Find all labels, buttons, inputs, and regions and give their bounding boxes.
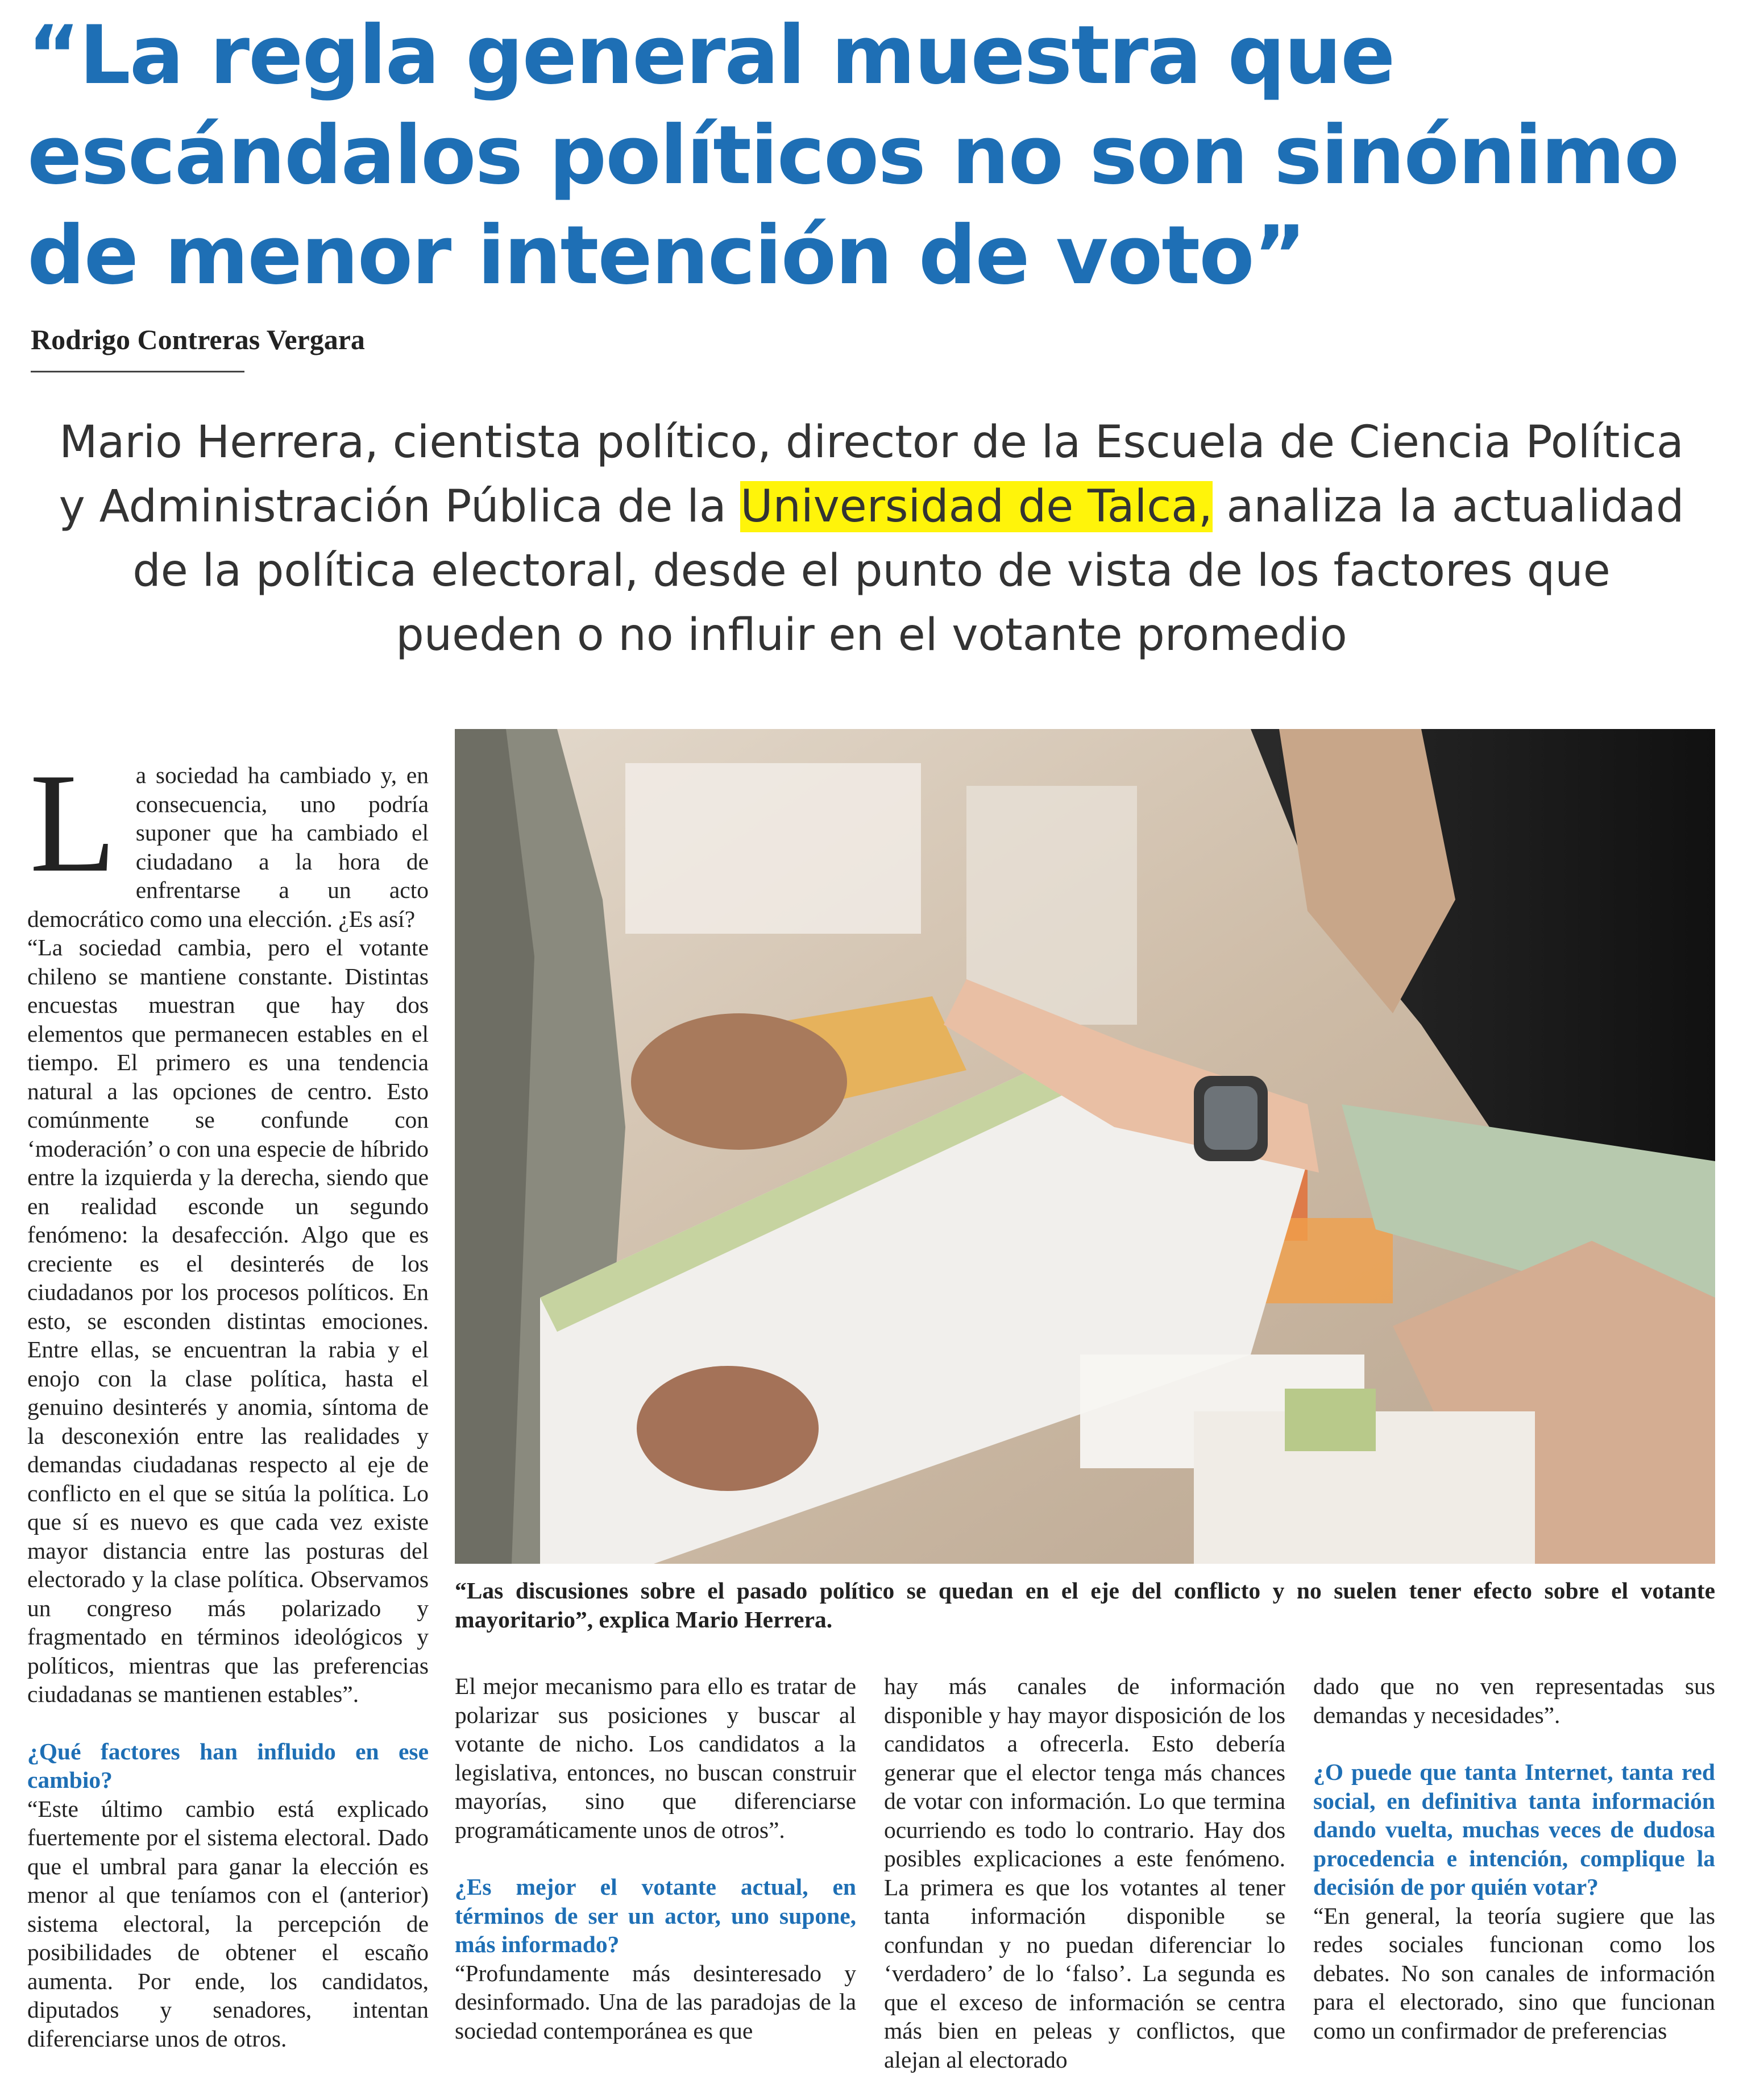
question-heading-2: ¿Es mejor el votante actual, en términos de ser un actor, uno supone, más informado? [455,1874,856,1957]
column-4 [1313,1672,1715,2045]
answer-paragraph-2: “Este último cambio está explicado fuertemente por el sistema electoral. Dado que el umbral para ganar la elección es menor al que teníamos con el (anterior) sistema electoral, la percepción de posibilidades de obtener el escaño aumenta. Por ende, los candidatos, diputados y senadores, intentan diferenciarse unos de otros. [27,1795,429,2052]
headline: “La regla general muestra que escándalos políticos no son sinónimo de menor intención de voto” [27,9,1679,303]
lede-text-after: analiza la actualidad de la política electoral, desde el punto de vista de los factores que pueden o no influir en el votante promedio [132,481,1684,661]
lede-highlight: Universidad de Talca, [740,481,1213,532]
column-3 [884,1672,1285,2074]
photo-caption: “Las discusiones sobre el pasado político se quedan en el eje del conflicto y no suelen tener efecto sobre el votante mayoritario”, explica Mario Herrera. [455,1577,1715,1633]
answer-paragraph-1: “La sociedad cambia, pero el votante chileno se mantiene constante. Distintas encuestas muestran que hay dos elementos que permanecen estables en el tiempo. El primero es una tendencia natural a las opciones de centro. Esto comúnmente se confunde con ‘moderación’ o con una especie de híbrido entre la izquierda y la derecha, siendo que en realidad esconde un segundo fenómeno: la desafección. Algo que es creciente es el desinterés de los ciudadanos por los procesos políticos. En esto, se esconden distintas emociones. Entre ellas, se encuentran la rabia y el enojo con la clase política, hasta el genuino desinterés y anomia, síntoma de la desconexión entre las realidades y demandas ciudadanas respecto al eje de conflicto en el que se sitúa la política. Lo que sí es nuevo es que cada vez existe mayor distancia entre las posturas del electorado y la clase política. Observamos un congreso más polarizado y fragmentado en términos ideológicos y políticos, mientras que las preferencias ciudadanas se mantienen estables”. [27,934,429,1707]
answer-paragraph-3: El mejor mecanismo para ello es tratar de polarizar sus posiciones y buscar al votante de nicho. Los candidatos a la legislativa, entonces, no buscan construir mayorías, sino que diferenciarse programáticamente unos de otros”. [455,1673,856,1843]
answer-paragraph-4: “Profundamente más desinteresado y desinformado. Una de las paradojas de la sociedad contemporánea es que [455,1960,856,2044]
question-heading-3: ¿O puede que tanta Internet, tanta red social, en definitiva tanta información dando vuelta, muchas veces de dudosa procedencia e intención, complique la decisión de por quién votar? [1313,1759,1715,1900]
author-byline: Rodrigo Contreras Vergara [31,324,365,355]
voting-scene-illustration [455,729,1715,1564]
election-photo [455,729,1715,1564]
answer-paragraph-6: dado que no ven representadas sus demandas y necesidades”. [1313,1673,1715,1728]
byline-divider [31,371,244,372]
lede-text-before: Mario Herrera, cientista político, director de la Escuela de Ciencia Política y Administración Pública de la [59,417,1684,532]
column-1 [27,744,429,2053]
question-heading-1: ¿Qué factores han influido en ese cambio? [27,1738,429,1793]
answer-paragraph-7: “En general, la teoría sugiere que las redes sociales funcionan como los debates. No son canales de información para el electorado, sino que funcionan como un confirmador de preferencias [1313,1902,1715,2044]
answer-paragraph-5: hay más canales de información disponible y hay mayor disposición de los candidatos a ofrecerla. Esto debería generar que el elector tenga más chances de votar con información. Lo que termina ocurriendo es todo lo contrario. Hay dos posibles explicaciones a este fenómeno. La primera es que los votantes al tener tanta información disponible se confundan y no puedan diferenciar lo ‘verdadero’ de lo ‘falso’. La segunda es que el exceso de información se centra más bien en peleas y conflictos, que alejan al electorado [884,1673,1285,2073]
column-2 [455,1672,856,2045]
lede-paragraph [45,411,1698,668]
drop-cap: L [30,744,117,902]
intro-question-paragraph: a sociedad ha cambiado y, en consecuencia, uno podría suponer que ha cambiado el ciudadano a la hora de enfrentarse a un acto democrático como una elección. ¿Es así? [27,762,429,932]
